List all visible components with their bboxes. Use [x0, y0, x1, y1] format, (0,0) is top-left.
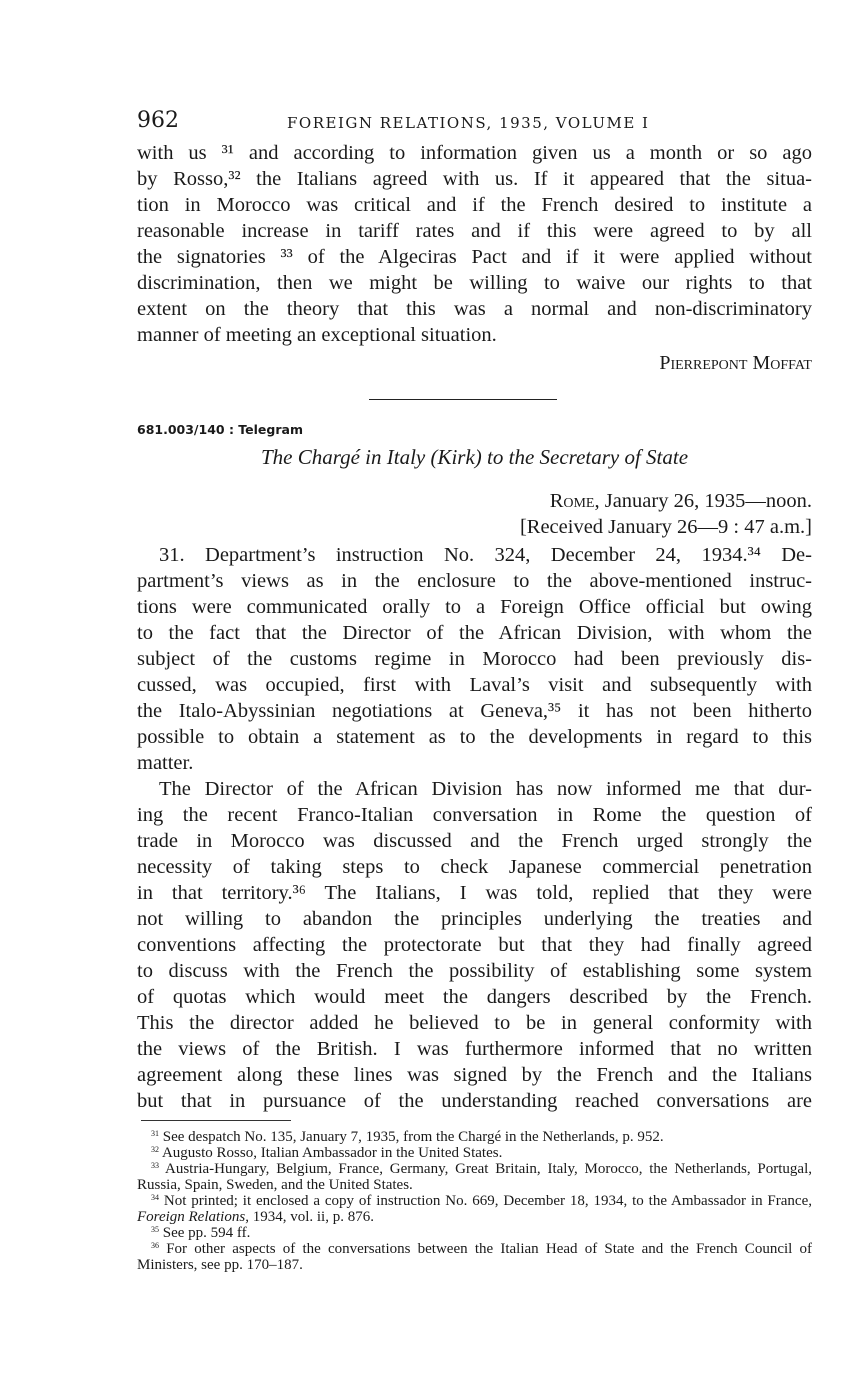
footnote-text: Augusto Rosso, Italian Ambassador in the United States. [161, 1145, 503, 1161]
text-line: matter. [137, 752, 194, 774]
received-line: [Received January 26—9 : 47 a.m.] [519, 516, 812, 538]
paragraph-2 [137, 776, 812, 1114]
dateline-place: Rome [549, 490, 595, 512]
text-line: agreement along these lines was signed by the French and the Italians [137, 1064, 812, 1086]
text-line: 31. Department’s instruction No. 324, December 24, 1934.³⁴ De- [159, 544, 812, 566]
page-header [137, 108, 812, 140]
footnote-text: See pp. 594 ff. [162, 1225, 251, 1241]
file-reference: 681.003/140 : Telegram [137, 422, 303, 437]
footnote-text: For other aspects of the conversations between the Italian Head of State and the French Council of Ministers, see pp. 170–187. [137, 1241, 812, 1273]
text-line: to the fact that the Director of the African Division, with whom the [137, 622, 812, 644]
footnote-number: 36 [151, 1241, 159, 1250]
footnote-text: , 1934, vol. ii, p. 876. [245, 1209, 374, 1225]
text-line: cussed, was occupied, first with Laval’s visit and subsequently with [137, 674, 812, 696]
text-line: extent on the theory that this was a normal and non-discriminatory [137, 298, 812, 320]
signature: Pierrepont Moffat [659, 352, 812, 374]
text-line: necessity of taking steps to check Japanese commercial penetration [137, 856, 812, 878]
text-line: ing the recent Franco-Italian conversation in Rome the question of [137, 804, 812, 826]
text-line: discrimination, then we might be willing to waive our rights to that [137, 272, 812, 294]
footnote-number: 32 [151, 1145, 159, 1154]
running-head: FOREIGN RELATIONS, 1935, VOLUME I [287, 114, 650, 132]
footnotes [137, 1129, 812, 1273]
footnote-text: Not printed; it enclosed a copy of instruction No. 669, December 18, 1934, to the Ambassador in France, [163, 1193, 812, 1209]
section-divider [369, 399, 557, 400]
text-line: tion in Morocco was critical and if the French desired to institute a [137, 194, 812, 216]
footnote-number: 34 [151, 1193, 159, 1202]
continuation-paragraph [137, 140, 812, 348]
text-line: tions were communicated orally to a Foreign Office official but owing [137, 596, 812, 618]
footnote-number: 33 [151, 1161, 159, 1170]
footnote [137, 1193, 812, 1225]
text-line: The Director of the African Division has now informed me that dur- [159, 778, 812, 800]
page-number: 962 [137, 108, 179, 133]
footnote-rule [141, 1120, 291, 1121]
text-line: subject of the customs regime in Morocco had been previously dis- [137, 648, 812, 670]
text-line: not willing to abandon the principles underlying the treaties and [137, 908, 812, 930]
dateline-date: , January 26, 1935—noon. [594, 490, 812, 512]
text-line: This the director added he believed to be in general conformity with [137, 1012, 812, 1034]
footnote-number: 31 [151, 1129, 159, 1138]
document-title: The Chargé in Italy (Kirk) to the Secretary of State [260, 445, 689, 469]
footnote [137, 1241, 812, 1273]
text-line: the signatories ³³ of the Algeciras Pact and if it were applied without [137, 246, 812, 268]
text-line: conventions affecting the protectorate but that they had finally agreed [137, 934, 812, 956]
text-line: the views of the British. I was furthermore informed that no written [137, 1038, 812, 1060]
dateline [137, 488, 812, 514]
footnote-italic-title: Foreign Relations [137, 1209, 246, 1225]
text-line: manner of meeting an exceptional situation. [137, 324, 497, 346]
footnote [137, 1129, 812, 1145]
paragraph-1 [137, 542, 812, 776]
footnote [137, 1225, 812, 1241]
text-line: reasonable increase in tariff rates and if this were agreed to by all [137, 220, 812, 242]
footnote [137, 1145, 812, 1161]
document-page [137, 108, 812, 1273]
text-line: in that territory.³⁶ The Italians, I was told, replied that they were [137, 882, 812, 904]
text-line: the Italo-Abyssinian negotiations at Geneva,³⁵ it has not been hitherto [137, 700, 812, 722]
text-line: of quotas which would meet the dangers described by the French. [137, 986, 812, 1008]
text-line: but that in pursuance of the understanding reached conversations are [137, 1090, 812, 1112]
text-line: with us ³¹ and according to information given us a month or so ago [137, 142, 812, 164]
text-line: by Rosso,³² the Italians agreed with us. If it appeared that the situa- [137, 168, 812, 190]
footnote [137, 1161, 812, 1193]
text-line: to discuss with the French the possibility of establishing some system [137, 960, 812, 982]
text-line: partment’s views as in the enclosure to the above-mentioned instruc- [137, 570, 812, 592]
footnote-text: See despatch No. 135, January 7, 1935, from the Chargé in the Netherlands, p. 952. [162, 1129, 664, 1145]
text-line: trade in Morocco was discussed and the French urged strongly the [137, 830, 812, 852]
footnote-number: 35 [151, 1225, 159, 1234]
footnote-text: Austria-Hungary, Belgium, France, Germany, Great Britain, Italy, Morocco, the Netherlands, Portugal, Russia, Spain, Sweden, and the United States. [137, 1161, 812, 1193]
text-line: possible to obtain a statement as to the developments in regard to this [137, 726, 812, 748]
